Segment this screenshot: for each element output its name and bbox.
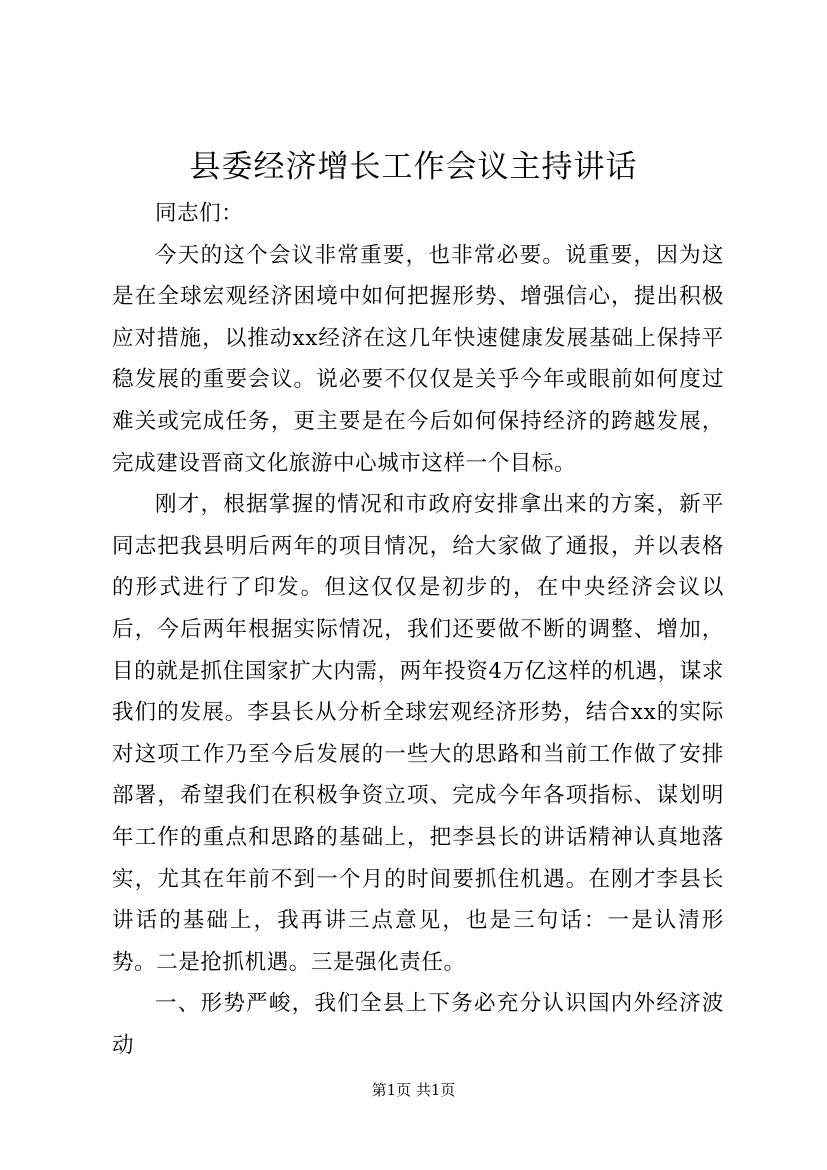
document-body	[112, 193, 724, 1066]
document-title: 县委经济增长工作会议主持讲话	[189, 149, 638, 185]
paragraph-1: 今天的这个会议非常重要，也非常必要。说重要，因为这是在全球宏观经济困境中如何把握形势、增强信心，提出积极应对措施，以推动xx经济在这几年快速健康发展基础上保持平稳发展的重要会议。说必要不仅仅是关乎今年或眼前如何度过难关或完成任务，更主要是在今后如何保持经济的跨越发展，完成建设晋商文化旅游中心城市这样一个目标。	[112, 242, 724, 476]
salutation: 同志们：	[155, 201, 244, 226]
paragraph-2: 刚才，根据掌握的情况和市政府安排拿出来的方案，新平同志把我县明后两年的项目情况，给大家做了通报，并以表格的形式进行了印发。但这仅仅是初步的，在中央经济会议以后，今后两年根据实际情况，我们还要做不断的调整、增加，目的就是抓住国家扩大内需，两年投资4万亿这样的机遇，谋求我们的发展。李县长从分析全球宏观经济形势，结合xx的实际对这项工作乃至今后发展的一些大的思路和当前工作做了安排部署，希望我们在积极争资立项、完成今年各项指标、谋划明年工作的重点和思路的基础上，把李县长的讲话精神认真地落实，尤其在年前不到一个月的时间要抓住机遇。在刚才李县长讲话的基础上，我再讲三点意见，也是三句话：一是认清形势。二是抢抓机遇。三是强化责任。	[112, 492, 724, 975]
paragraph-3: 一、形势严峻，我们全县上下务必充分认识国内外经济波动	[112, 991, 724, 1058]
page-footer: 第1页 共1页	[371, 1081, 456, 1099]
